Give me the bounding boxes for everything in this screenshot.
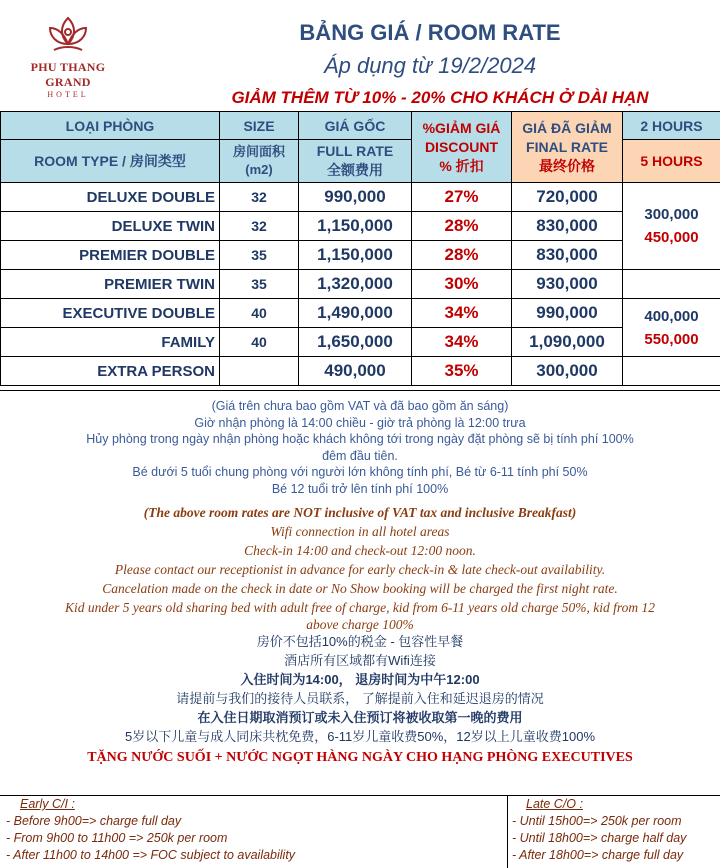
room-size [220, 357, 299, 386]
room-name: FAMILY [1, 328, 220, 357]
room-discount: 35% [412, 357, 512, 386]
header-size-sub2: (m2) [220, 161, 298, 179]
note-cn-line: 在入住日期取消预订或未入住预订将被收取第一晚的费用 [0, 708, 720, 727]
late-checkout-title: Late C/O : [512, 796, 720, 813]
room-size: 35 [220, 270, 299, 299]
header-discount-en: DISCOUNT [412, 138, 511, 157]
gift-banner: TẶNG NƯỚC SUỐI + NƯỚC NGỌT HÀNG NGÀY CHO HẠNG PHÒNG EXECUTIVES [0, 748, 720, 768]
room-size: 32 [220, 212, 299, 241]
notes-cn [0, 632, 720, 746]
room-name: PREMIER TWIN [1, 270, 220, 299]
early-checkin-box [0, 796, 508, 868]
header-discount-cn: % 折扣 [412, 157, 511, 176]
room-size: 32 [220, 183, 299, 212]
hourly-empty-cell [623, 270, 720, 299]
room-full-rate: 1,150,000 [299, 241, 412, 270]
logo-sub: HOTEL [12, 90, 124, 99]
room-name: DELUXE TWIN [1, 212, 220, 241]
room-full-rate: 990,000 [299, 183, 412, 212]
notes-section [0, 390, 720, 796]
table-row [1, 241, 720, 270]
table-row [1, 212, 720, 241]
table-row [1, 357, 720, 386]
early-checkin-item: - Before 9h00=> charge full day [6, 813, 507, 830]
late-checkout-item: - Until 15h00=> 250k per room [512, 813, 720, 830]
note-cn-line: 请提前与我们的接待人员联系， 了解提前入住和延迟退房的情况 [0, 689, 720, 708]
header-full-cn: 全额费用 [299, 161, 411, 180]
hourly-5h-group-1: 450,000 [623, 226, 720, 249]
note-en-line: Please contact our receptionist in advance for early check-in & late check-out availability. [0, 560, 720, 579]
header [0, 0, 720, 112]
header-size-sub [220, 140, 299, 183]
room-final-rate: 830,000 [512, 241, 623, 270]
note-cn-line: 酒店所有区域都有Wifi连接 [0, 651, 720, 670]
table-row [1, 183, 720, 212]
room-discount: 28% [412, 212, 512, 241]
note-en-line: Check-in 14:00 and check-out 12:00 noon. [0, 541, 720, 560]
note-vn-line: Bé dưới 5 tuổi chung phòng với người lớn không tính phí, Bé từ 6-11 tính phí 50% [0, 464, 720, 481]
late-checkout-item: - Until 18h00=> charge half day [512, 830, 720, 847]
table-row [1, 299, 720, 328]
room-full-rate: 1,150,000 [299, 212, 412, 241]
room-final-rate: 990,000 [512, 299, 623, 328]
header-final-cn: 最终价格 [512, 157, 622, 176]
hourly-2h-group-1: 300,000 [623, 203, 720, 226]
note-vn-line: Bé 12 tuổi trở lên tính phí 100% [0, 481, 720, 498]
checkin-checkout-section [0, 795, 720, 868]
room-final-rate: 1,090,000 [512, 328, 623, 357]
header-final-rate [512, 112, 623, 183]
header-final-vn: GIÁ ĐÃ GIẢM [512, 119, 622, 138]
header-five-hours: 5 HOURS [623, 140, 720, 183]
room-full-rate: 490,000 [299, 357, 412, 386]
rate-table [0, 111, 720, 386]
table-row [1, 270, 720, 299]
header-full-rate-en [299, 140, 412, 183]
header-room-type-en: ROOM TYPE / 房间类型 [1, 140, 220, 183]
early-checkin-item: - After 11h00 to 14h00 => FOC subject to availability [6, 847, 507, 864]
room-discount: 34% [412, 328, 512, 357]
hourly-5h-group-2: 550,000 [623, 328, 720, 351]
room-size: 40 [220, 328, 299, 357]
page-subtitle: Áp dụng từ 19/2/2024 [260, 53, 600, 79]
header-full-en: FULL RATE [299, 142, 411, 161]
room-discount: 34% [412, 299, 512, 328]
note-vn-line: đêm đầu tiên. [0, 448, 720, 465]
room-discount: 30% [412, 270, 512, 299]
note-en-line: Kid under 5 years old sharing bed with adult free of charge, kid from 6-11 years old charge 50%, kid from 12 [0, 598, 720, 617]
note-cn-line: 入住时间为14:00， 退房时间为中午12:00 [0, 670, 720, 689]
note-en-line: Cancelation made on the check in date or No Show booking will be charged the first night rate. [0, 579, 720, 598]
notes-en [0, 503, 720, 632]
room-discount: 27% [412, 183, 512, 212]
room-full-rate: 1,650,000 [299, 328, 412, 357]
late-checkout-item: - After 18h00=> charge full day [512, 847, 720, 864]
note-vn-line: Hủy phòng trong ngày nhận phòng hoặc khách không tới trong ngày đặt phòng sẽ bị tính phí 100% [0, 431, 720, 448]
room-final-rate: 930,000 [512, 270, 623, 299]
early-checkin-item: - From 9h00 to 11h00 => 250k per room [6, 830, 507, 847]
early-checkin-title: Early C/I : [6, 796, 507, 813]
note-en-line: (The above room rates are NOT inclusive of VAT tax and inclusive Breakfast) [0, 503, 720, 522]
room-name: EXECUTIVE DOUBLE [1, 299, 220, 328]
header-room-type-vn: LOẠI PHÒNG [1, 112, 220, 140]
room-size: 35 [220, 241, 299, 270]
promo-banner: GIẢM THÊM TỪ 10% - 20% CHO KHÁCH Ở DÀI HẠN [170, 88, 710, 108]
header-final-en: FINAL RATE [512, 138, 622, 157]
note-cn-line: 房价不包括10%的税金 - 包容性早餐 [0, 632, 720, 651]
hourly-group-2 [623, 299, 720, 357]
hourly-group-1 [623, 183, 720, 270]
room-full-rate: 1,490,000 [299, 299, 412, 328]
logo-name: PHU THANG GRAND [12, 60, 124, 90]
note-cn-line: 5岁以下儿童与成人同床共枕免费，6-11岁儿童收费50%，12岁以上儿童收费100% [0, 727, 720, 746]
room-final-rate: 720,000 [512, 183, 623, 212]
header-two-hours: 2 HOURS [623, 112, 720, 140]
room-name: PREMIER DOUBLE [1, 241, 220, 270]
hotel-logo [12, 14, 124, 94]
room-discount: 28% [412, 241, 512, 270]
room-name: DELUXE DOUBLE [1, 183, 220, 212]
hourly-2h-group-2: 400,000 [623, 305, 720, 328]
room-name: EXTRA PERSON [1, 357, 220, 386]
room-full-rate: 1,320,000 [299, 270, 412, 299]
lotus-logo-icon [46, 14, 90, 58]
note-vn-line: (Giá trên chưa bao gồm VAT và đã bao gồm ăn sáng) [0, 398, 720, 415]
notes-vn [0, 398, 720, 497]
room-final-rate: 300,000 [512, 357, 623, 386]
header-size-sub1: 房间面积 [220, 143, 298, 161]
header-size: SIZE [220, 112, 299, 140]
table-row [1, 328, 720, 357]
note-en-line: Wifi connection in all hotel areas [0, 522, 720, 541]
room-size: 40 [220, 299, 299, 328]
room-final-rate: 830,000 [512, 212, 623, 241]
hourly-empty-cell [623, 357, 720, 386]
header-discount-vn: %GIẢM GIÁ [412, 119, 511, 138]
header-full-rate-vn: GIÁ GỐC [299, 112, 412, 140]
header-discount [412, 112, 512, 183]
page-title: BẢNG GIÁ / ROOM RATE [260, 20, 600, 46]
note-en-line: above charge 100% [0, 617, 720, 632]
note-vn-line: Giờ nhận phòng là 14:00 chiều - giờ trả phòng là 12:00 trưa [0, 415, 720, 432]
late-checkout-box [508, 796, 720, 868]
